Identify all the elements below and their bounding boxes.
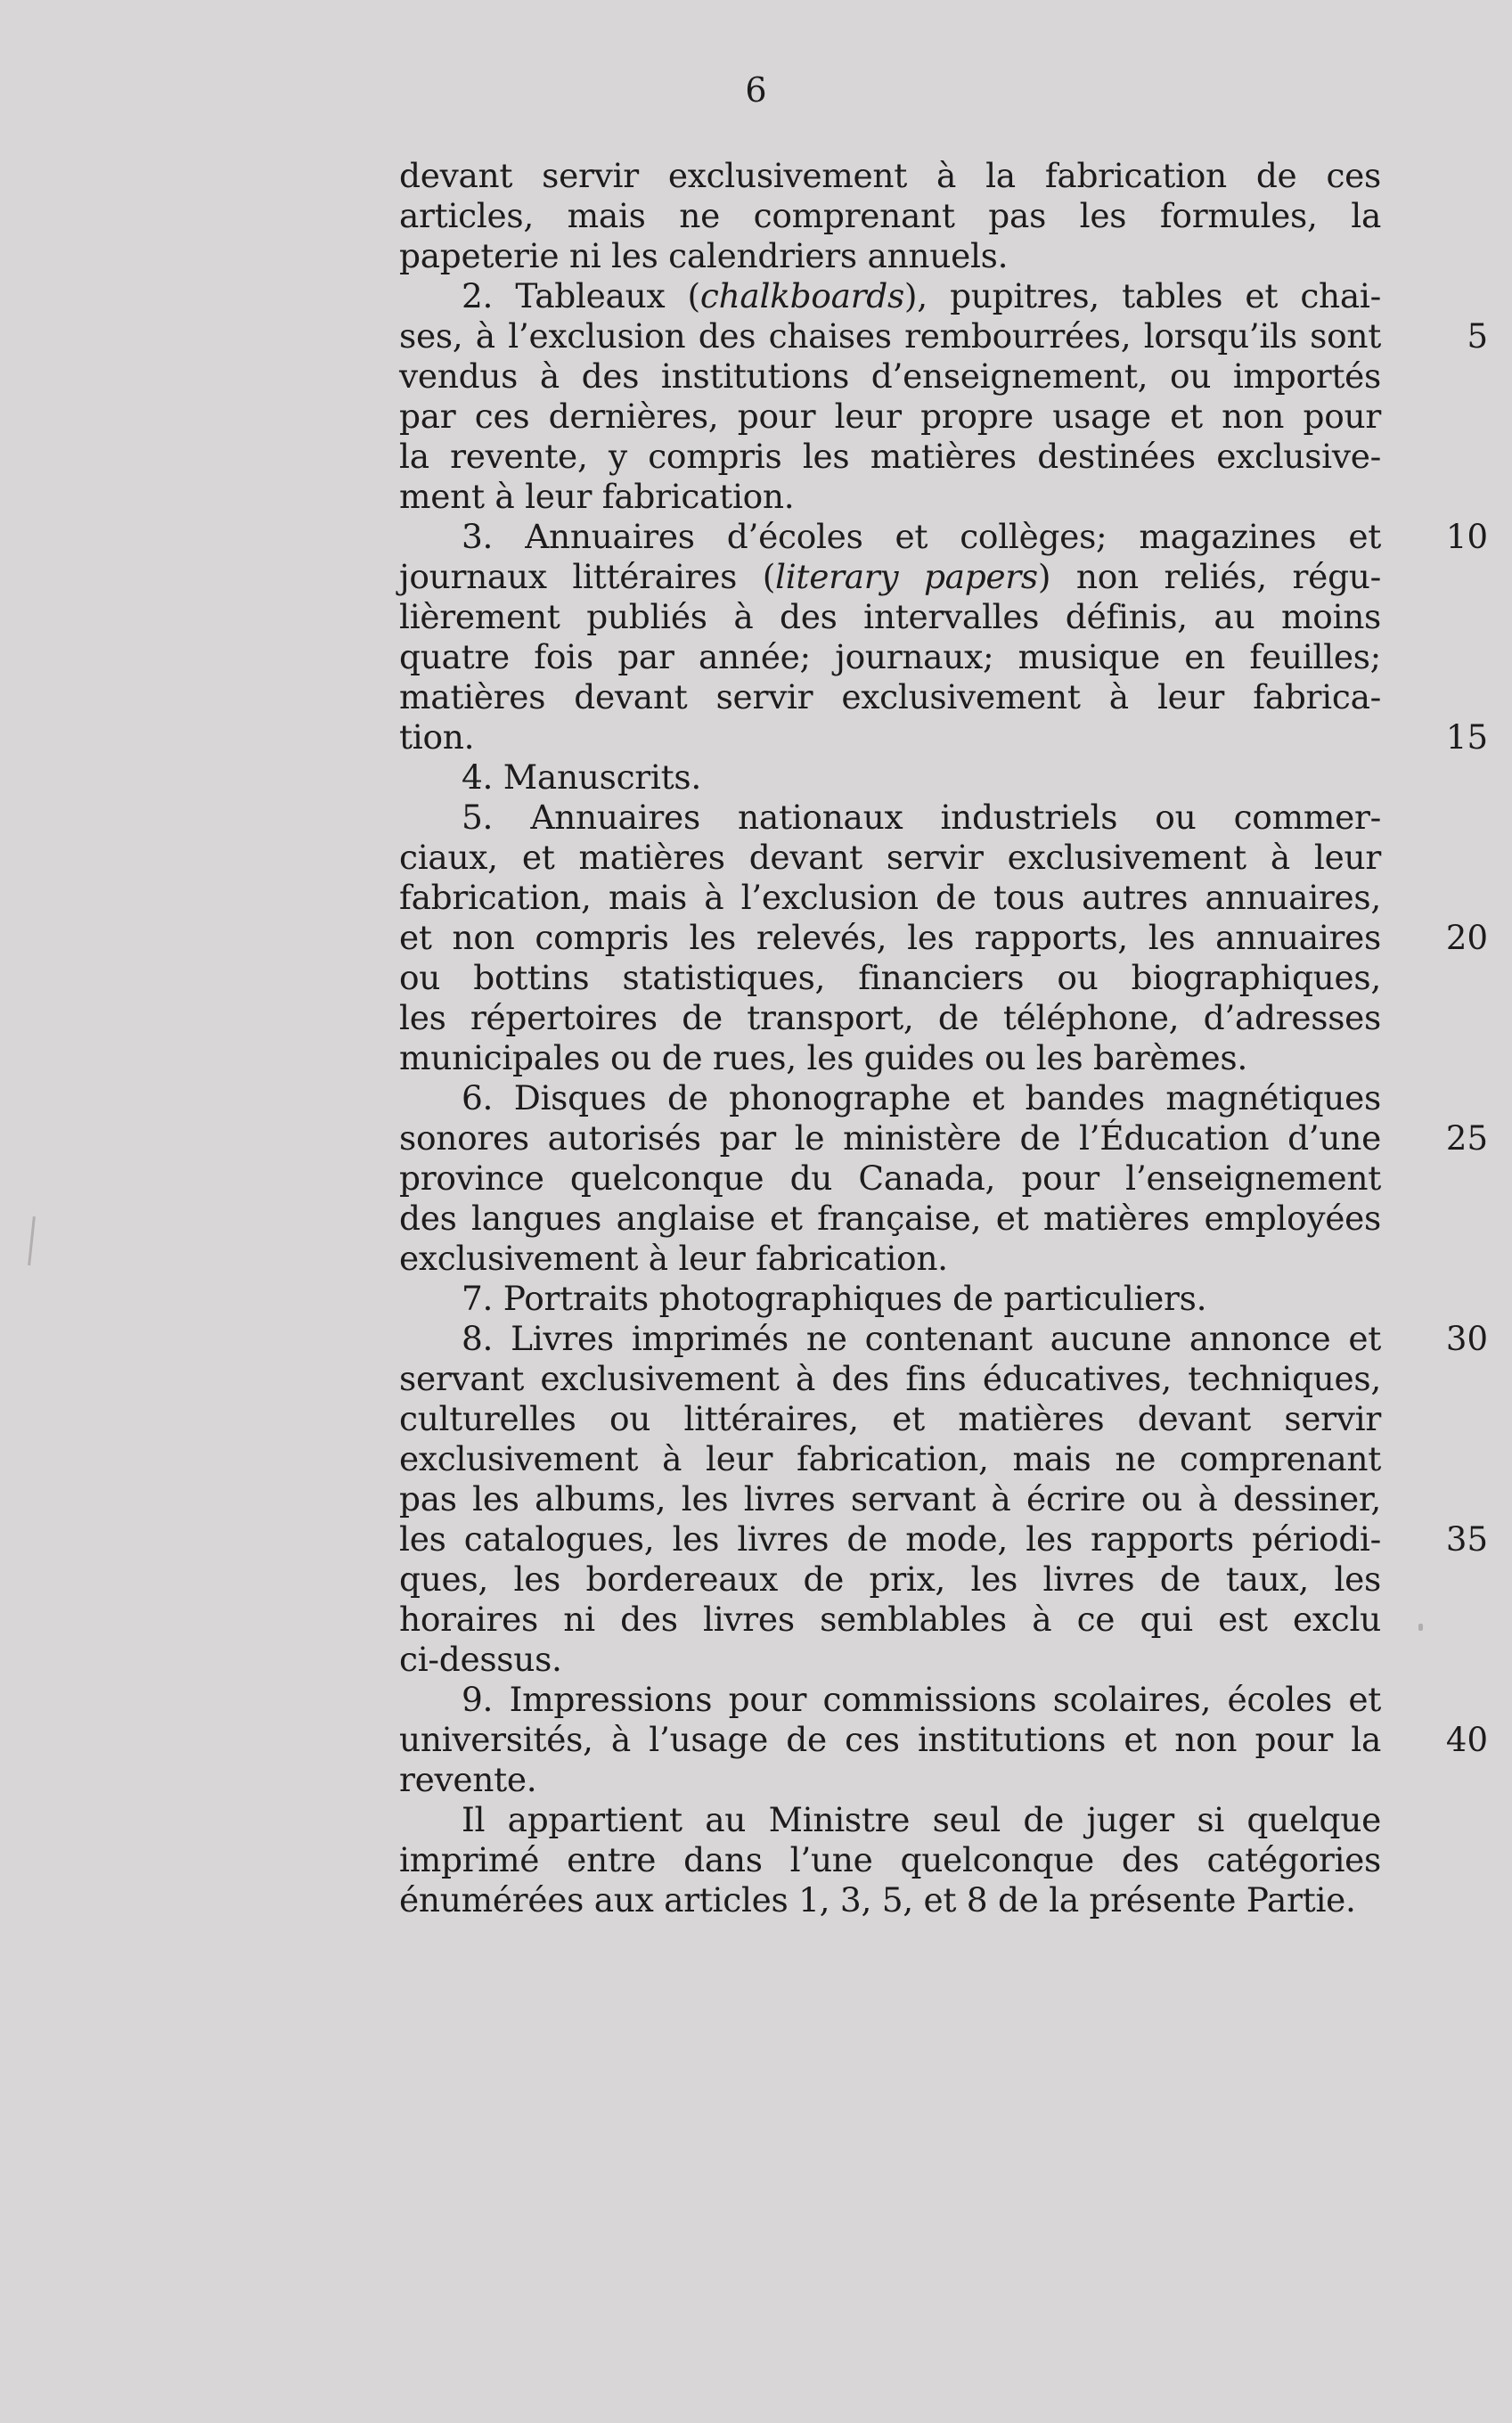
line-text: tion.	[399, 717, 475, 757]
line-text: articles, mais ne comprenant pas les formules, la	[399, 196, 1381, 235]
text-line	[399, 677, 1381, 717]
text-line	[399, 1800, 1381, 1840]
margin-line-number: 40	[1445, 1721, 1488, 1759]
line-text: 5. Annuaires nationaux industriels ou commer-	[462, 798, 1381, 837]
text-line	[399, 1559, 1381, 1600]
line-text	[399, 276, 1381, 316]
margin-line-number: 10	[1445, 518, 1488, 556]
margin-line-number: 20	[1445, 919, 1488, 957]
text-line	[399, 1600, 1381, 1640]
line-text: devant servir exclusivement à la fabrication de ces	[399, 156, 1381, 195]
line-text: province quelconque du Canada, pour l’enseignement	[399, 1158, 1381, 1198]
line-text: 8. Livres imprimés ne contenant aucune annonce et	[462, 1319, 1381, 1358]
line-text: fabrication, mais à l’exclusion de tous autres annuaires,	[399, 878, 1381, 917]
text-line	[399, 1158, 1381, 1199]
line-text: la revente, y compris les matières destinées exclusive-	[399, 437, 1381, 476]
text-line	[399, 597, 1381, 637]
line-text: revente.	[399, 1760, 537, 1799]
line-text: ou bottins statistiques, financiers ou biographiques,	[399, 958, 1381, 997]
text-line	[399, 838, 1381, 878]
text-line	[399, 717, 1488, 757]
text-line	[399, 1319, 1488, 1359]
line-text: papeterie ni les calendriers annuels.	[399, 236, 1009, 275]
line-text: les catalogues, les livres de mode, les rapports périodi-	[399, 1519, 1381, 1559]
text-line	[399, 356, 1381, 397]
line-text: municipales ou de rues, les guides ou les barèmes.	[399, 1038, 1247, 1077]
line-text: ciaux, et matières devant servir exclusivement à leur	[399, 838, 1381, 877]
text-line	[399, 878, 1381, 918]
text-line	[399, 1840, 1381, 1880]
line-text: culturelles ou littéraires, et matières devant servir	[399, 1399, 1381, 1438]
text-line	[399, 397, 1381, 437]
line-text-segment: 2. Tableaux (	[462, 276, 700, 315]
scan-speck	[1418, 1624, 1423, 1631]
line-text-segment: ) non reliés, régu-	[1037, 557, 1382, 596]
line-text: 7. Portraits photographiques de particuliers.	[462, 1279, 1207, 1318]
text-line	[399, 958, 1381, 998]
body-text	[399, 156, 1488, 1920]
margin-line-number: 15	[1445, 718, 1488, 757]
line-text	[399, 557, 1381, 597]
line-text: par ces dernières, pour leur propre usage et non pour	[399, 397, 1381, 436]
italic-term: chalkboards	[699, 276, 904, 315]
scan-mark	[28, 1216, 36, 1265]
text-line	[399, 1038, 1381, 1078]
line-text: et non compris les relevés, les rapports, les annuaires	[399, 918, 1381, 957]
text-line	[399, 637, 1381, 677]
line-text: les répertoires de transport, de téléphone, d’adresses	[399, 998, 1381, 1037]
text-line	[399, 437, 1381, 477]
line-text: servant exclusivement à des fins éducatives, techniques,	[399, 1359, 1381, 1398]
text-line	[399, 1359, 1381, 1399]
line-text: universités, à l’usage de ces institutions et non pour la	[399, 1720, 1381, 1759]
text-line	[399, 196, 1381, 236]
text-line	[399, 998, 1381, 1038]
line-text: lièrement publiés à des intervalles définis, au moins	[399, 597, 1381, 636]
text-line	[399, 1479, 1381, 1519]
margin-line-number: 35	[1445, 1520, 1488, 1559]
italic-term: literary papers	[775, 557, 1038, 596]
text-line	[399, 1519, 1488, 1559]
page-number: 6	[745, 70, 767, 110]
text-line	[399, 918, 1488, 958]
line-text: vendus à des institutions d’enseignement, ou importés	[399, 356, 1381, 396]
margin-line-number: 30	[1445, 1320, 1488, 1358]
line-text: 3. Annuaires d’écoles et collèges; magazines et	[462, 517, 1381, 556]
line-text-segment: ), pupitres, tables et chai-	[903, 276, 1381, 315]
line-text: 9. Impressions pour commissions scolaires, écoles et	[462, 1680, 1381, 1719]
line-text: ci-dessus.	[399, 1640, 562, 1679]
text-line	[399, 477, 1381, 517]
text-line	[399, 1239, 1381, 1279]
text-line	[399, 757, 1381, 798]
line-text: horaires ni des livres semblables à ce qui est exclu	[399, 1600, 1381, 1639]
text-line	[399, 156, 1381, 196]
line-text: ment à leur fabrication.	[399, 477, 795, 516]
text-line	[399, 1118, 1488, 1158]
line-text: exclusivement à leur fabrication.	[399, 1239, 948, 1278]
line-text: exclusivement à leur fabrication, mais ne comprenant	[399, 1439, 1381, 1478]
text-line	[399, 276, 1381, 316]
text-line	[399, 1399, 1381, 1439]
line-text: des langues anglaise et française, et matières employées	[399, 1199, 1381, 1238]
line-text: pas les albums, les livres servant à écrire ou à dessiner,	[399, 1479, 1381, 1518]
text-line	[399, 1439, 1381, 1479]
text-line	[399, 517, 1488, 557]
text-line	[399, 557, 1381, 597]
line-text: ques, les bordereaux de prix, les livres de taux, les	[399, 1559, 1381, 1599]
line-text: sonores autorisés par le ministère de l’Éducation d’une	[399, 1118, 1381, 1158]
line-text: imprimé entre dans l’une quelconque des catégories	[399, 1840, 1381, 1879]
text-line	[399, 1680, 1381, 1720]
line-text: 6. Disques de phonographe et bandes magnétiques	[462, 1078, 1381, 1117]
text-line	[399, 316, 1488, 356]
text-line	[399, 798, 1381, 838]
margin-line-number: 5	[1467, 317, 1488, 356]
text-line	[399, 1279, 1381, 1319]
line-text: ses, à l’exclusion des chaises rembourrées, lorsqu’ils sont	[399, 316, 1381, 356]
text-line	[399, 1078, 1381, 1118]
line-text: Il appartient au Ministre seul de juger si quelque	[462, 1800, 1381, 1839]
line-text: 4. Manuscrits.	[462, 757, 701, 797]
text-line	[399, 1199, 1381, 1239]
text-line	[399, 1880, 1381, 1920]
line-text: énumérées aux articles 1, 3, 5, et 8 de la présente Partie.	[399, 1880, 1356, 1920]
text-line	[399, 236, 1381, 276]
line-text: quatre fois par année; journaux; musique en feuilles;	[399, 637, 1381, 676]
line-text-segment: journaux littéraires (	[399, 557, 776, 596]
line-text: matières devant servir exclusivement à leur fabrica-	[399, 677, 1381, 716]
text-line	[399, 1760, 1381, 1800]
text-line	[399, 1640, 1381, 1680]
margin-line-number: 25	[1445, 1119, 1488, 1158]
text-line	[399, 1720, 1488, 1760]
